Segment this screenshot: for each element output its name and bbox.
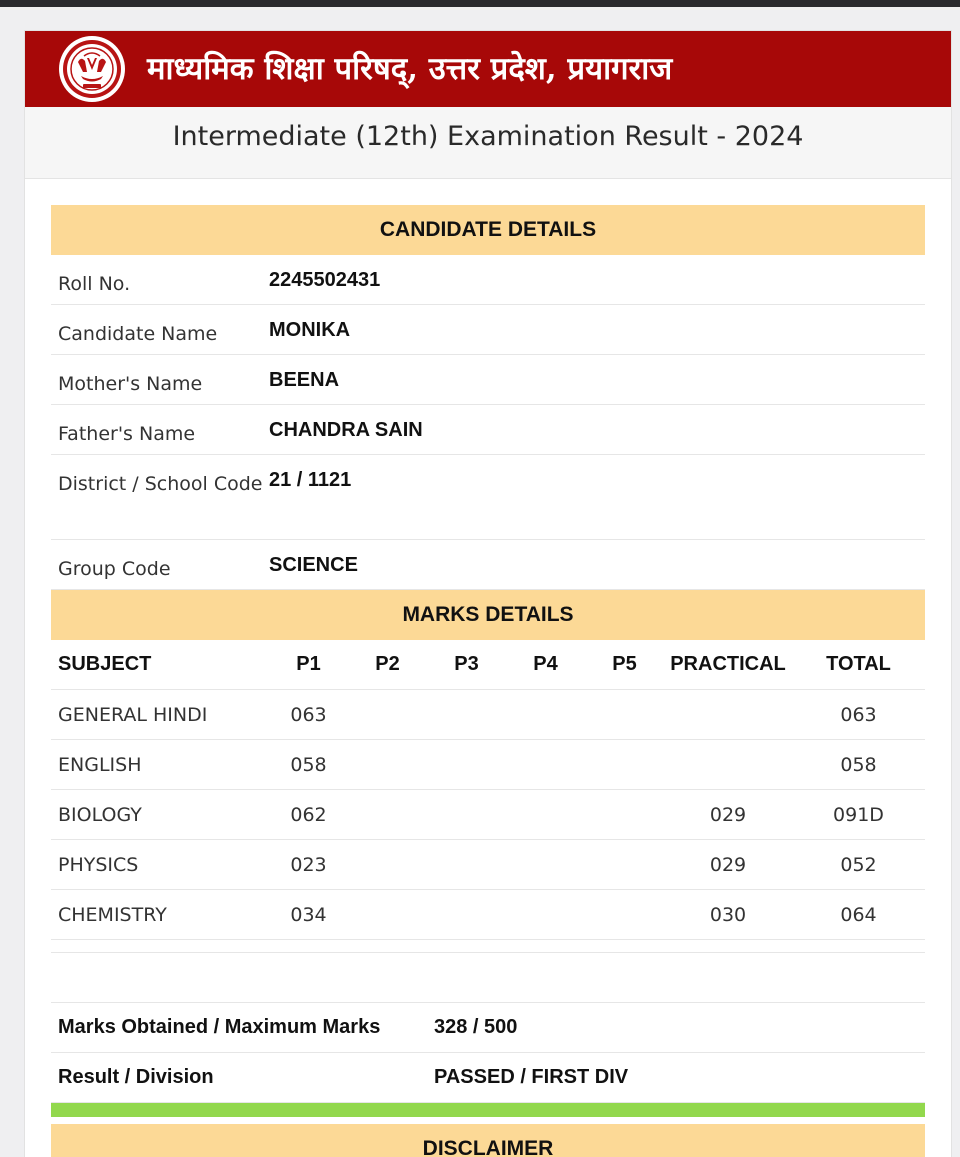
subject-cell: PHYSICS (58, 853, 139, 876)
total-cell: 064 (840, 903, 877, 926)
practical-cell: 030 (709, 903, 747, 926)
column-header-p3: P3 (454, 653, 479, 675)
detail-row-candidate-name (51, 305, 925, 355)
detail-value: 2245502431 (269, 269, 381, 291)
p1-cell: 062 (290, 803, 327, 826)
detail-label: Roll No. (58, 273, 131, 295)
detail-value: SCIENCE (269, 554, 358, 576)
result-division-value: PASSED / FIRST DIV (434, 1066, 629, 1088)
column-header-p1: P1 (296, 653, 321, 675)
detail-value: CHANDRA SAIN (269, 419, 423, 441)
detail-value: BEENA (269, 369, 340, 391)
subject-cell: GENERAL HINDI (58, 703, 208, 726)
table-row (51, 740, 925, 790)
detail-row-district-school-code (51, 455, 925, 540)
total-cell: 058 (840, 753, 877, 776)
result-division-label: Result / Division (58, 1066, 214, 1088)
detail-label: District / School Code (58, 473, 263, 495)
column-header-p2: P2 (375, 653, 400, 675)
table-row (51, 690, 925, 740)
practical-cell: 029 (709, 803, 747, 826)
detail-label: Candidate Name (58, 323, 218, 345)
marks-details-header: MARKS DETAILS (51, 590, 925, 640)
practical-cell: 029 (709, 853, 747, 876)
table-row (51, 840, 925, 890)
column-header-subject: SUBJECT (58, 653, 152, 675)
marks-obtained-label: Marks Obtained / Maximum Marks (58, 1016, 381, 1038)
summary-row-marks (51, 1003, 925, 1053)
pass-status-bar (51, 1103, 925, 1117)
detail-row-roll-no (51, 255, 925, 305)
exam-title: Intermediate (12th) Examination Result - 2024 (25, 107, 951, 179)
total-cell: 052 (840, 853, 877, 876)
subject-cell: ENGLISH (58, 753, 142, 776)
table-row (51, 890, 925, 940)
p1-cell: 034 (290, 903, 327, 926)
detail-label: Father's Name (58, 423, 196, 445)
subject-cell: BIOLOGY (58, 803, 142, 826)
up-government-emblem-icon (57, 34, 127, 104)
table-gap (51, 953, 925, 1003)
organization-name: माध्यमिक शिक्षा परिषद्, उत्तर प्रदेश, प्रयागराज (147, 51, 673, 87)
table-spacer (51, 940, 925, 953)
disclaimer-header: DISCLAIMER (51, 1124, 925, 1157)
table-row (51, 790, 925, 840)
column-header-p4: P4 (533, 653, 558, 675)
detail-label: Group Code (58, 558, 171, 580)
detail-value: MONIKA (269, 319, 351, 341)
column-header-p5: P5 (612, 653, 637, 675)
detail-row-father-name (51, 405, 925, 455)
subject-cell: CHEMISTRY (58, 903, 167, 926)
total-cell: 091D (833, 803, 884, 826)
detail-label: Mother's Name (58, 373, 203, 395)
p1-cell: 063 (290, 703, 327, 726)
column-header-total: TOTAL (826, 653, 891, 675)
browser-top-bar (0, 0, 960, 7)
result-card (24, 30, 952, 1157)
p1-cell: 058 (290, 753, 327, 776)
header-banner (25, 31, 951, 107)
total-cell: 063 (840, 703, 877, 726)
candidate-details-header: CANDIDATE DETAILS (51, 205, 925, 255)
detail-value: 21 / 1121 (269, 469, 352, 491)
p1-cell: 023 (290, 853, 327, 876)
marks-table-header (51, 640, 925, 690)
summary-row-result (51, 1053, 925, 1103)
detail-row-group-code (51, 540, 925, 590)
result-content (51, 205, 925, 1157)
marks-obtained-value: 328 / 500 (434, 1016, 518, 1038)
detail-row-mother-name (51, 355, 925, 405)
column-header-practical: PRACTICAL (670, 653, 786, 675)
